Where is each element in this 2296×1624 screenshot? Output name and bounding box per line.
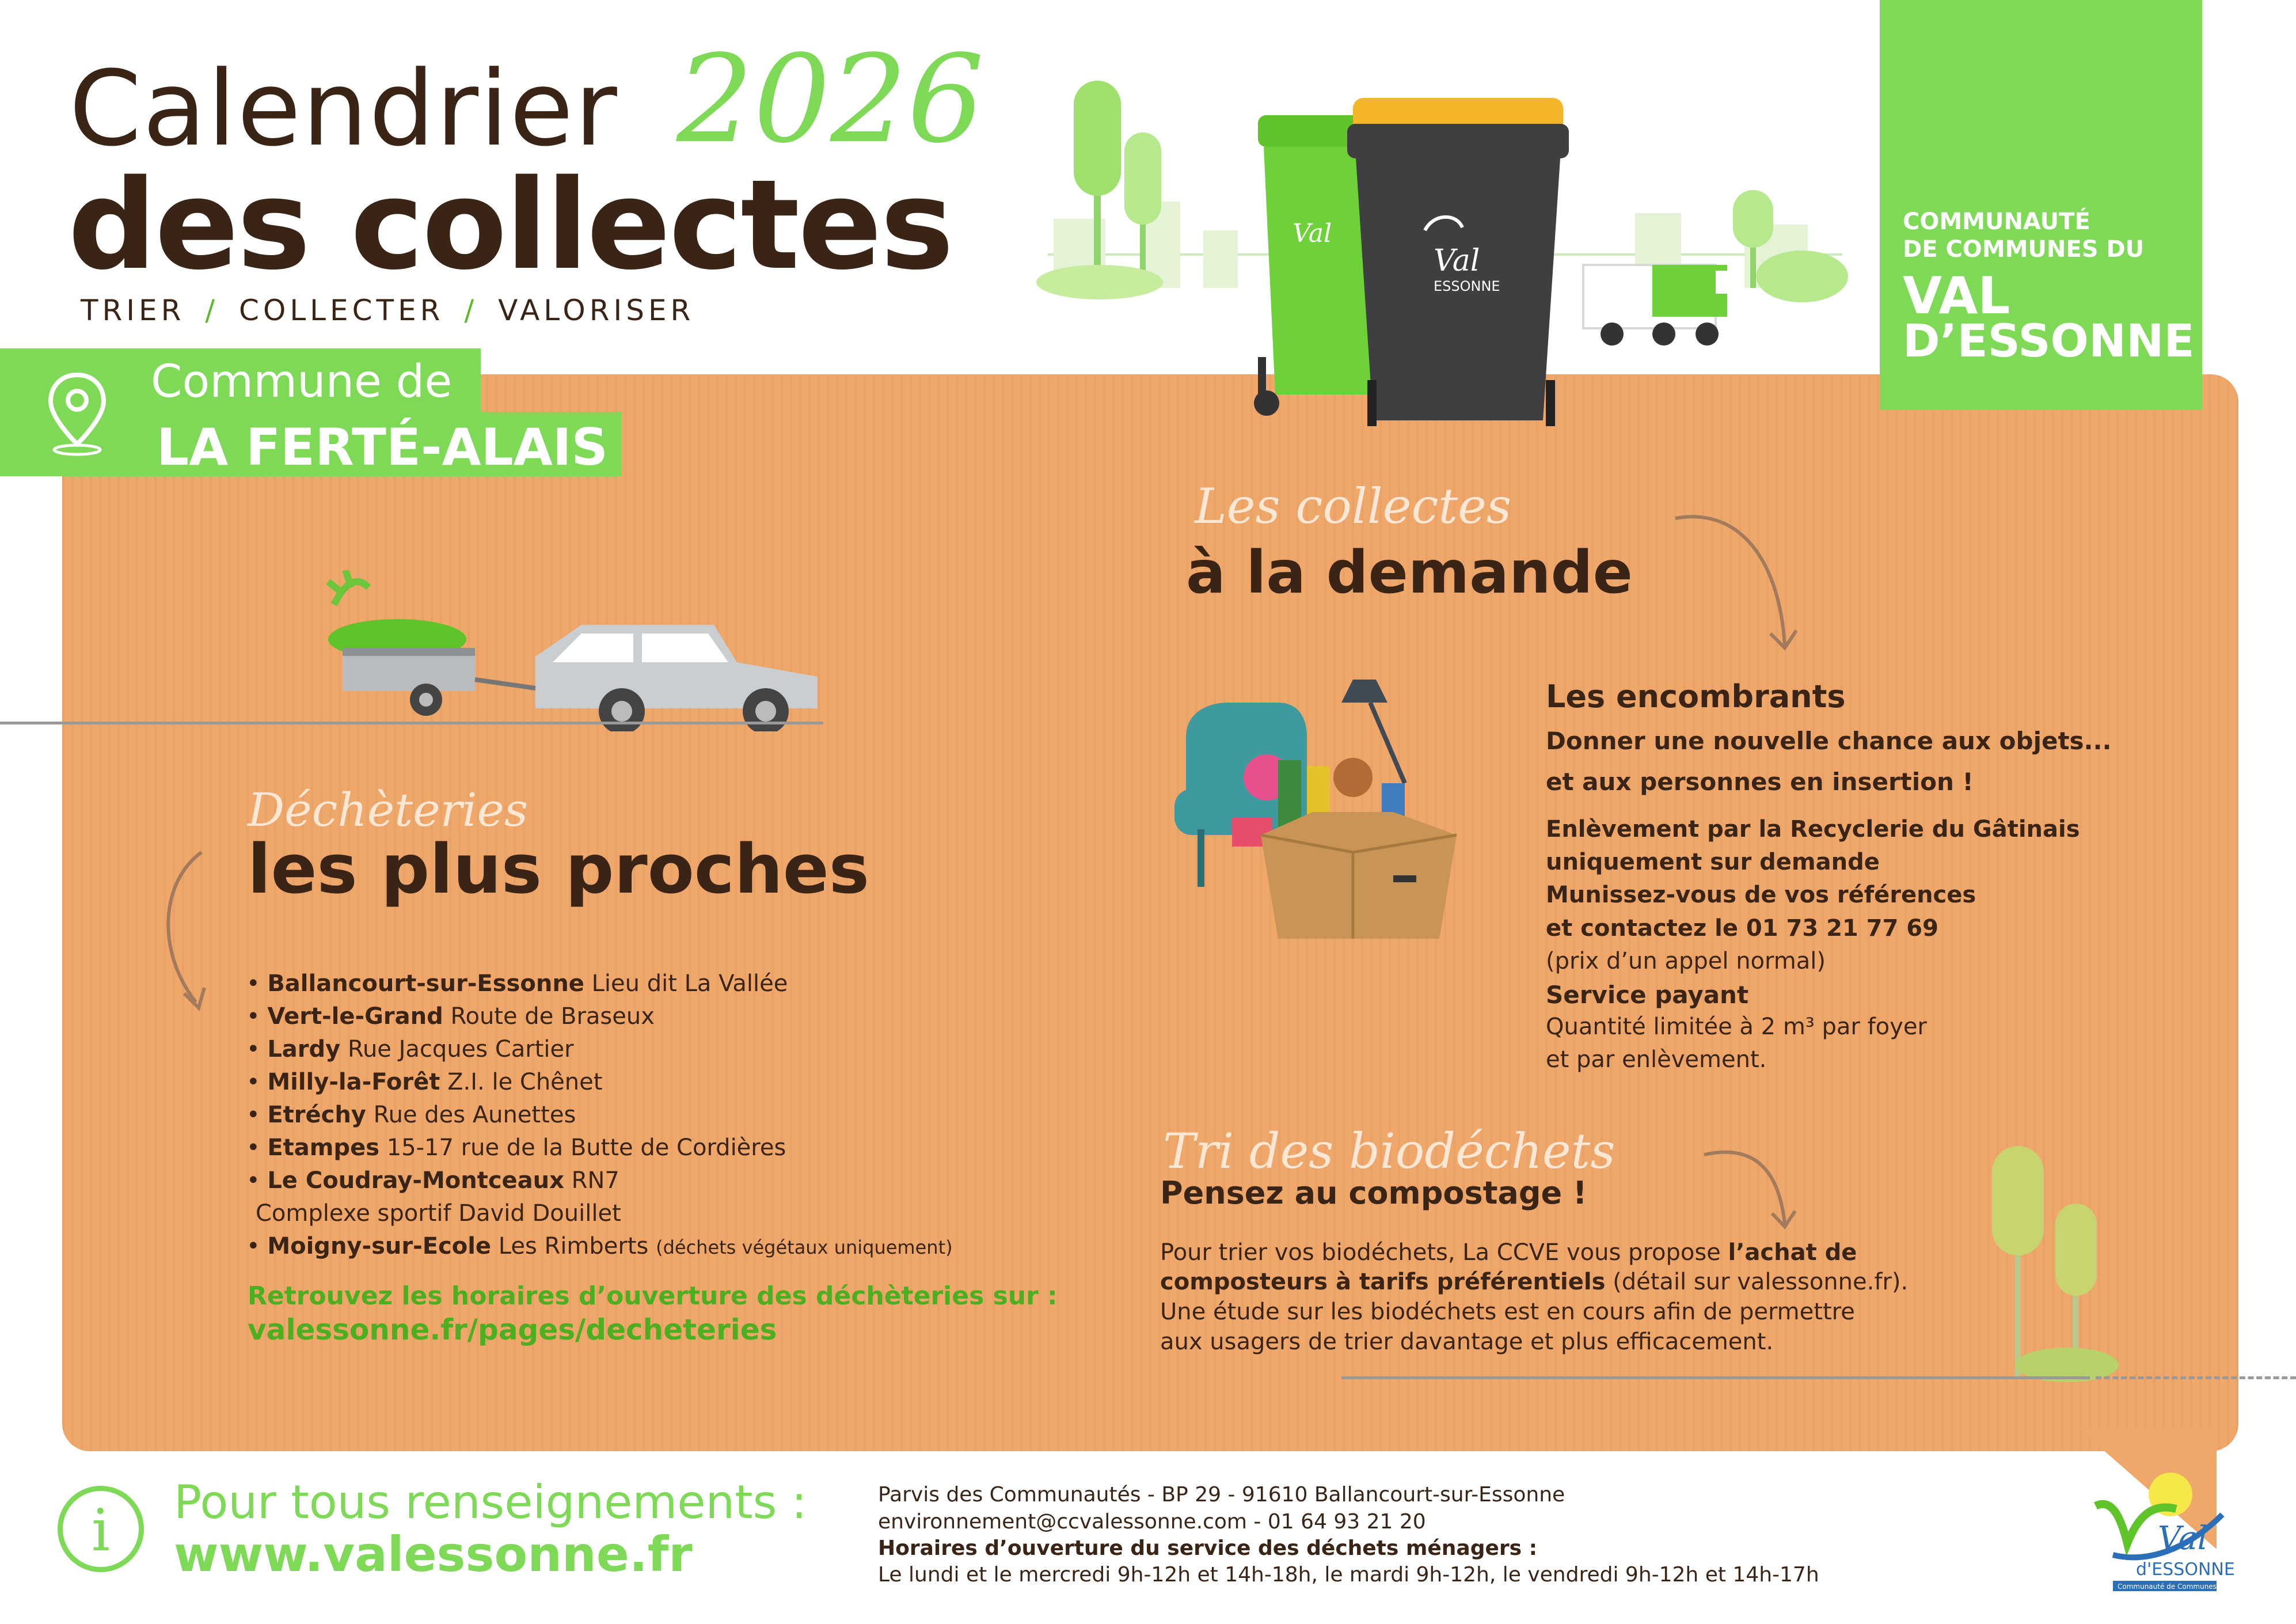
road-line [0,722,823,724]
bin-logo-green: Val [1293,219,1332,248]
list-item: • Etréchy Rue des Aunettes [246,1102,576,1128]
tree-illustration [1981,1146,2130,1388]
compostage-title: Pensez au compostage ! [1160,1175,1587,1211]
dechetteries-script-title: Déchèteries [248,783,528,837]
footer-address: Parvis des Communautés - BP 29 - 91610 Ballancourt-sur-Essonne [878,1483,1565,1507]
encombrants-line: Service payant [1546,981,1749,1009]
list-item-continuation: Complexe sportif David Douillet [256,1200,621,1227]
ground-line [1341,1376,2090,1379]
car-trailer-illustration [311,570,829,731]
ccve-line: COMMUNAUTÉ [1903,208,2090,235]
list-item: • Lardy Rue Jacques Cartier [246,1036,574,1063]
ccve-logo [2090,1463,2240,1595]
curved-arrow-icon [150,847,219,1019]
dechetteries-heading: les plus proches [248,829,869,909]
title-calendrier: Calendrier [69,49,618,169]
tagline-valoriser: VALORISER [498,294,695,327]
title-year: 2026 [676,29,984,170]
tagline-collecter: COLLECTER [239,294,444,327]
list-item: • Milly-la-Forêt Z.I. le Chênet [246,1069,603,1095]
info-icon: i [58,1486,144,1572]
ccve-line: DE COMMUNES DU [1903,236,2145,263]
encombrants-intro: et aux personnes en insertion ! [1546,768,1974,796]
commune-name: LA FERTÉ-ALAIS [157,418,608,477]
curved-arrow-icon [1670,507,1819,657]
compostage-text: aux usagers de trier davantage et plus efficacement. [1160,1329,1774,1355]
encombrants-line: (prix d’un appel normal) [1546,948,1826,974]
curved-arrow-icon [1698,1143,1802,1235]
compostage-text: Une étude sur les biodéchets est en cours afin de permettre [1160,1299,1855,1325]
encombrants-line: Munissez-vous de vos références [1546,882,1976,908]
ccve-name: VAL [1903,266,2010,325]
footer-hours: Le lundi et le mercredi 9h-12h et 14h-18h, le mardi 9h-12h, le vendredi 9h-12h et 14h-17h [878,1563,1819,1587]
tagline-sep: / [205,294,219,327]
tagline [81,294,694,327]
list-item: • Ballancourt-sur-Essonne Lieu dit La Vallée [246,970,788,997]
footer-contact[interactable]: environnement@ccvalessonne.com - 01 64 93 21 20 [878,1510,1426,1534]
list-item: • Vert-le-Grand Route de Braseux [246,1003,655,1030]
ground-dash [2096,1376,2296,1379]
list-item: • Moigny-sur-Ecole Les Rimberts (déchets végétaux uniquement) [246,1233,953,1259]
bin-logo-grey: Val [1434,244,1480,278]
on-demand-heading: à la demande [1186,538,1633,607]
encombrants-line: et par enlèvement. [1546,1046,1767,1073]
title-des-collectes: des collectes [68,153,952,297]
on-demand-script-title: Les collectes [1195,478,1511,534]
encombrants-intro: Donner une nouvelle chance aux objets... [1546,727,2112,755]
svg-text:Val: Val [2158,1520,2208,1557]
bins-illustration [1031,69,1860,438]
compostage-text: Pour trier vos biodéchets, La CCVE vous propose l’achat de [1160,1239,1857,1266]
compostage-text: composteurs à tarifs préférentiels (détail sur valessonne.fr). [1160,1269,1909,1295]
dechetteries-hours-text: Retrouvez les horaires d’ouverture des déchèteries sur : [248,1281,1058,1311]
dechetteries-list [246,967,1052,1264]
encombrants-illustration [1163,668,1485,944]
footer-website-link[interactable]: www.valessonne.fr [174,1526,693,1583]
encombrants-line: Enlèvement par la Recyclerie du Gâtinais [1546,816,2080,843]
biodechets-script-title: Tri des biodéchets [1163,1123,1615,1179]
commune-prefix: Commune de [151,356,453,408]
encombrants-line: uniquement sur demande [1546,849,1880,875]
location-pin-icon [46,371,108,458]
svg-text:Communauté de Communes: Communauté de Communes [2118,1583,2217,1591]
dechetteries-link[interactable]: valessonne.fr/pages/decheteries [248,1313,777,1346]
ccve-name: D’ESSONNE [1903,316,2195,367]
footer-hours-title: Horaires d’ouverture du service des déchets ménagers : [878,1536,1538,1560]
list-item: • Le Coudray-Montceaux RN7 [246,1167,619,1194]
encombrants-line: Quantité limitée à 2 m³ par foyer [1546,1014,1927,1040]
encombrants-phone[interactable]: et contactez le 01 73 21 77 69 [1546,915,1938,942]
tagline-trier: TRIER [81,294,185,327]
svg-text:d'ESSONNE: d'ESSONNE [2136,1560,2235,1580]
list-item: • Etampes 15-17 rue de la Butte de Cordières [246,1134,786,1161]
encombrants-title: Les encombrants [1546,678,1846,715]
tagline-sep: / [464,294,478,327]
svg-text:ESSONNE: ESSONNE [1434,278,1500,294]
footer-label: Pour tous renseignements : [174,1475,807,1529]
